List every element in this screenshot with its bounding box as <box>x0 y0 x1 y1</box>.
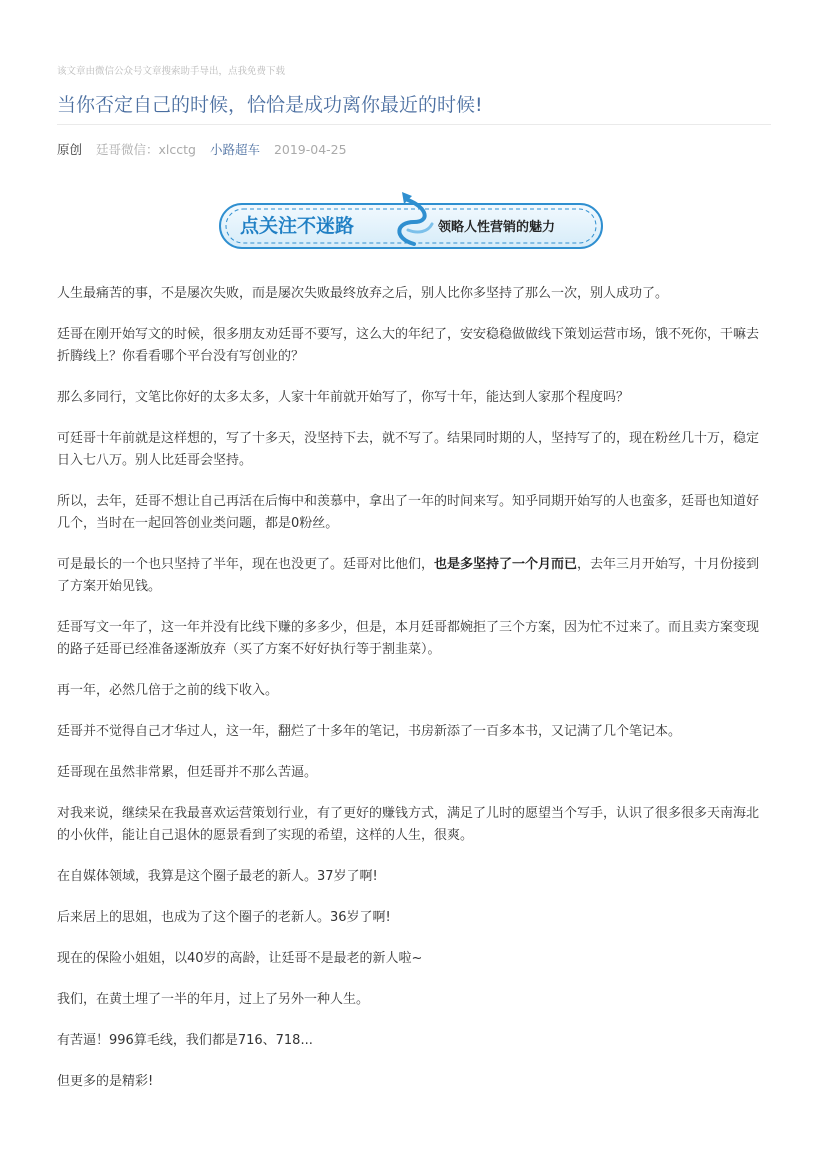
paragraph: 可廷哥十年前就是这样想的，写了十多天，没坚持下去，就不写了。结果同时期的人，坚持写了的，现在粉丝几十万，稳定日入七八万。别人比廷哥会坚持。 <box>57 431 760 468</box>
paragraph: 但更多的是精彩! <box>57 1074 154 1089</box>
article-title: 当你否定自己的时候，恰恰是成功离你最近的时候! <box>57 94 483 116</box>
export-note-link[interactable]: 该文章由微信公众号文章搜索助手导出，点我免费下载 <box>57 66 286 77</box>
original-label: 原创 <box>57 142 83 157</box>
paragraph: 有苦逼！996算毛线，我们都是716、718... <box>57 1033 313 1048</box>
paragraph <box>57 554 769 598</box>
follow-banner-graphic <box>218 186 604 252</box>
paragraph: 对我来说，继续呆在我最喜欢运营策划行业，有了更好的赚钱方式，满足了儿时的愿望当个写手，认识了很多很多天南海北的小伙伴，能让自己退休的愿景看到了实现的希望，这样的人生，很爽。 <box>57 806 760 843</box>
paragraph: 我们，在黄土埋了一半的年月，过上了另外一种人生。 <box>57 992 370 1007</box>
emphasis-text: 也是多坚持了一个月而已 <box>434 557 578 572</box>
paragraph: 在自媒体领域，我算是这个圈子最老的新人。37岁了啊! <box>57 869 378 884</box>
article-body <box>57 283 769 1112</box>
paragraph: 现在的保险小姐姐，以40岁的高龄，让廷哥不是最老的新人啦~ <box>57 951 423 966</box>
banner-left-text: 点关注不迷路 <box>240 215 355 237</box>
paragraph: 那么多同行，文笔比你好的太多太多，人家十年前就开始写了，你写十年，能达到人家那个程度吗？ <box>57 390 630 405</box>
banner-right-text: 领略人性营销的魅力 <box>438 220 556 235</box>
author-name: 廷哥微信：xlcctg <box>96 142 196 157</box>
title-divider <box>57 124 771 125</box>
paragraph: 人生最痛苦的事，不是屡次失败，而是屡次失败最终放弃之后，别人比你多坚持了那么一次，别人成功了。 <box>57 286 669 301</box>
paragraph: 所以，去年，廷哥不想让自己再活在后悔中和羡慕中，拿出了一年的时间来写。知乎同期开始写的人也蛮多，廷哥也知道好几个，当时在一起回答创业类问题，都是0粉丝。 <box>57 494 760 531</box>
paragraph: 廷哥在刚开始写文的时候，很多朋友劝廷哥不要写，这么大的年纪了，安安稳稳做做线下策划运营市场，饿不死你，干嘛去折腾线上？你看看哪个平台没有写创业的？ <box>57 327 760 364</box>
article-meta <box>57 140 357 158</box>
account-link[interactable]: 小路超车 <box>209 142 260 157</box>
paragraph: 廷哥并不觉得自己才华过人，这一年，翻烂了十多年的笔记，书房新添了一百多本书，又记满了几个笔记本。 <box>57 724 682 739</box>
paragraph: 再一年，必然几倍于之前的线下收入。 <box>57 683 279 698</box>
paragraph-text: 可是最长的一个也只坚持了半年，现在也没更了。廷哥对比他们， <box>57 557 435 572</box>
paragraph: 后来居上的思姐，也成为了这个圈子的老新人。36岁了啊! <box>57 910 391 925</box>
paragraph: 廷哥写文一年了，这一年并没有比线下赚的多多少，但是，本月廷哥都婉拒了三个方案，因为忙不过来了。而且卖方案变现的路子廷哥已经准备逐渐放弃（买了方案不好好执行等于割韭菜）。 <box>57 620 760 657</box>
follow-banner[interactable] <box>218 186 604 252</box>
publish-date: 2019-04-25 <box>273 142 347 157</box>
paragraph: 廷哥现在虽然非常累，但廷哥并不那么苦逼。 <box>57 765 318 780</box>
paragraph-text: ，去年三月开始写，十月份接到了方案开始见钱。 <box>57 557 760 594</box>
